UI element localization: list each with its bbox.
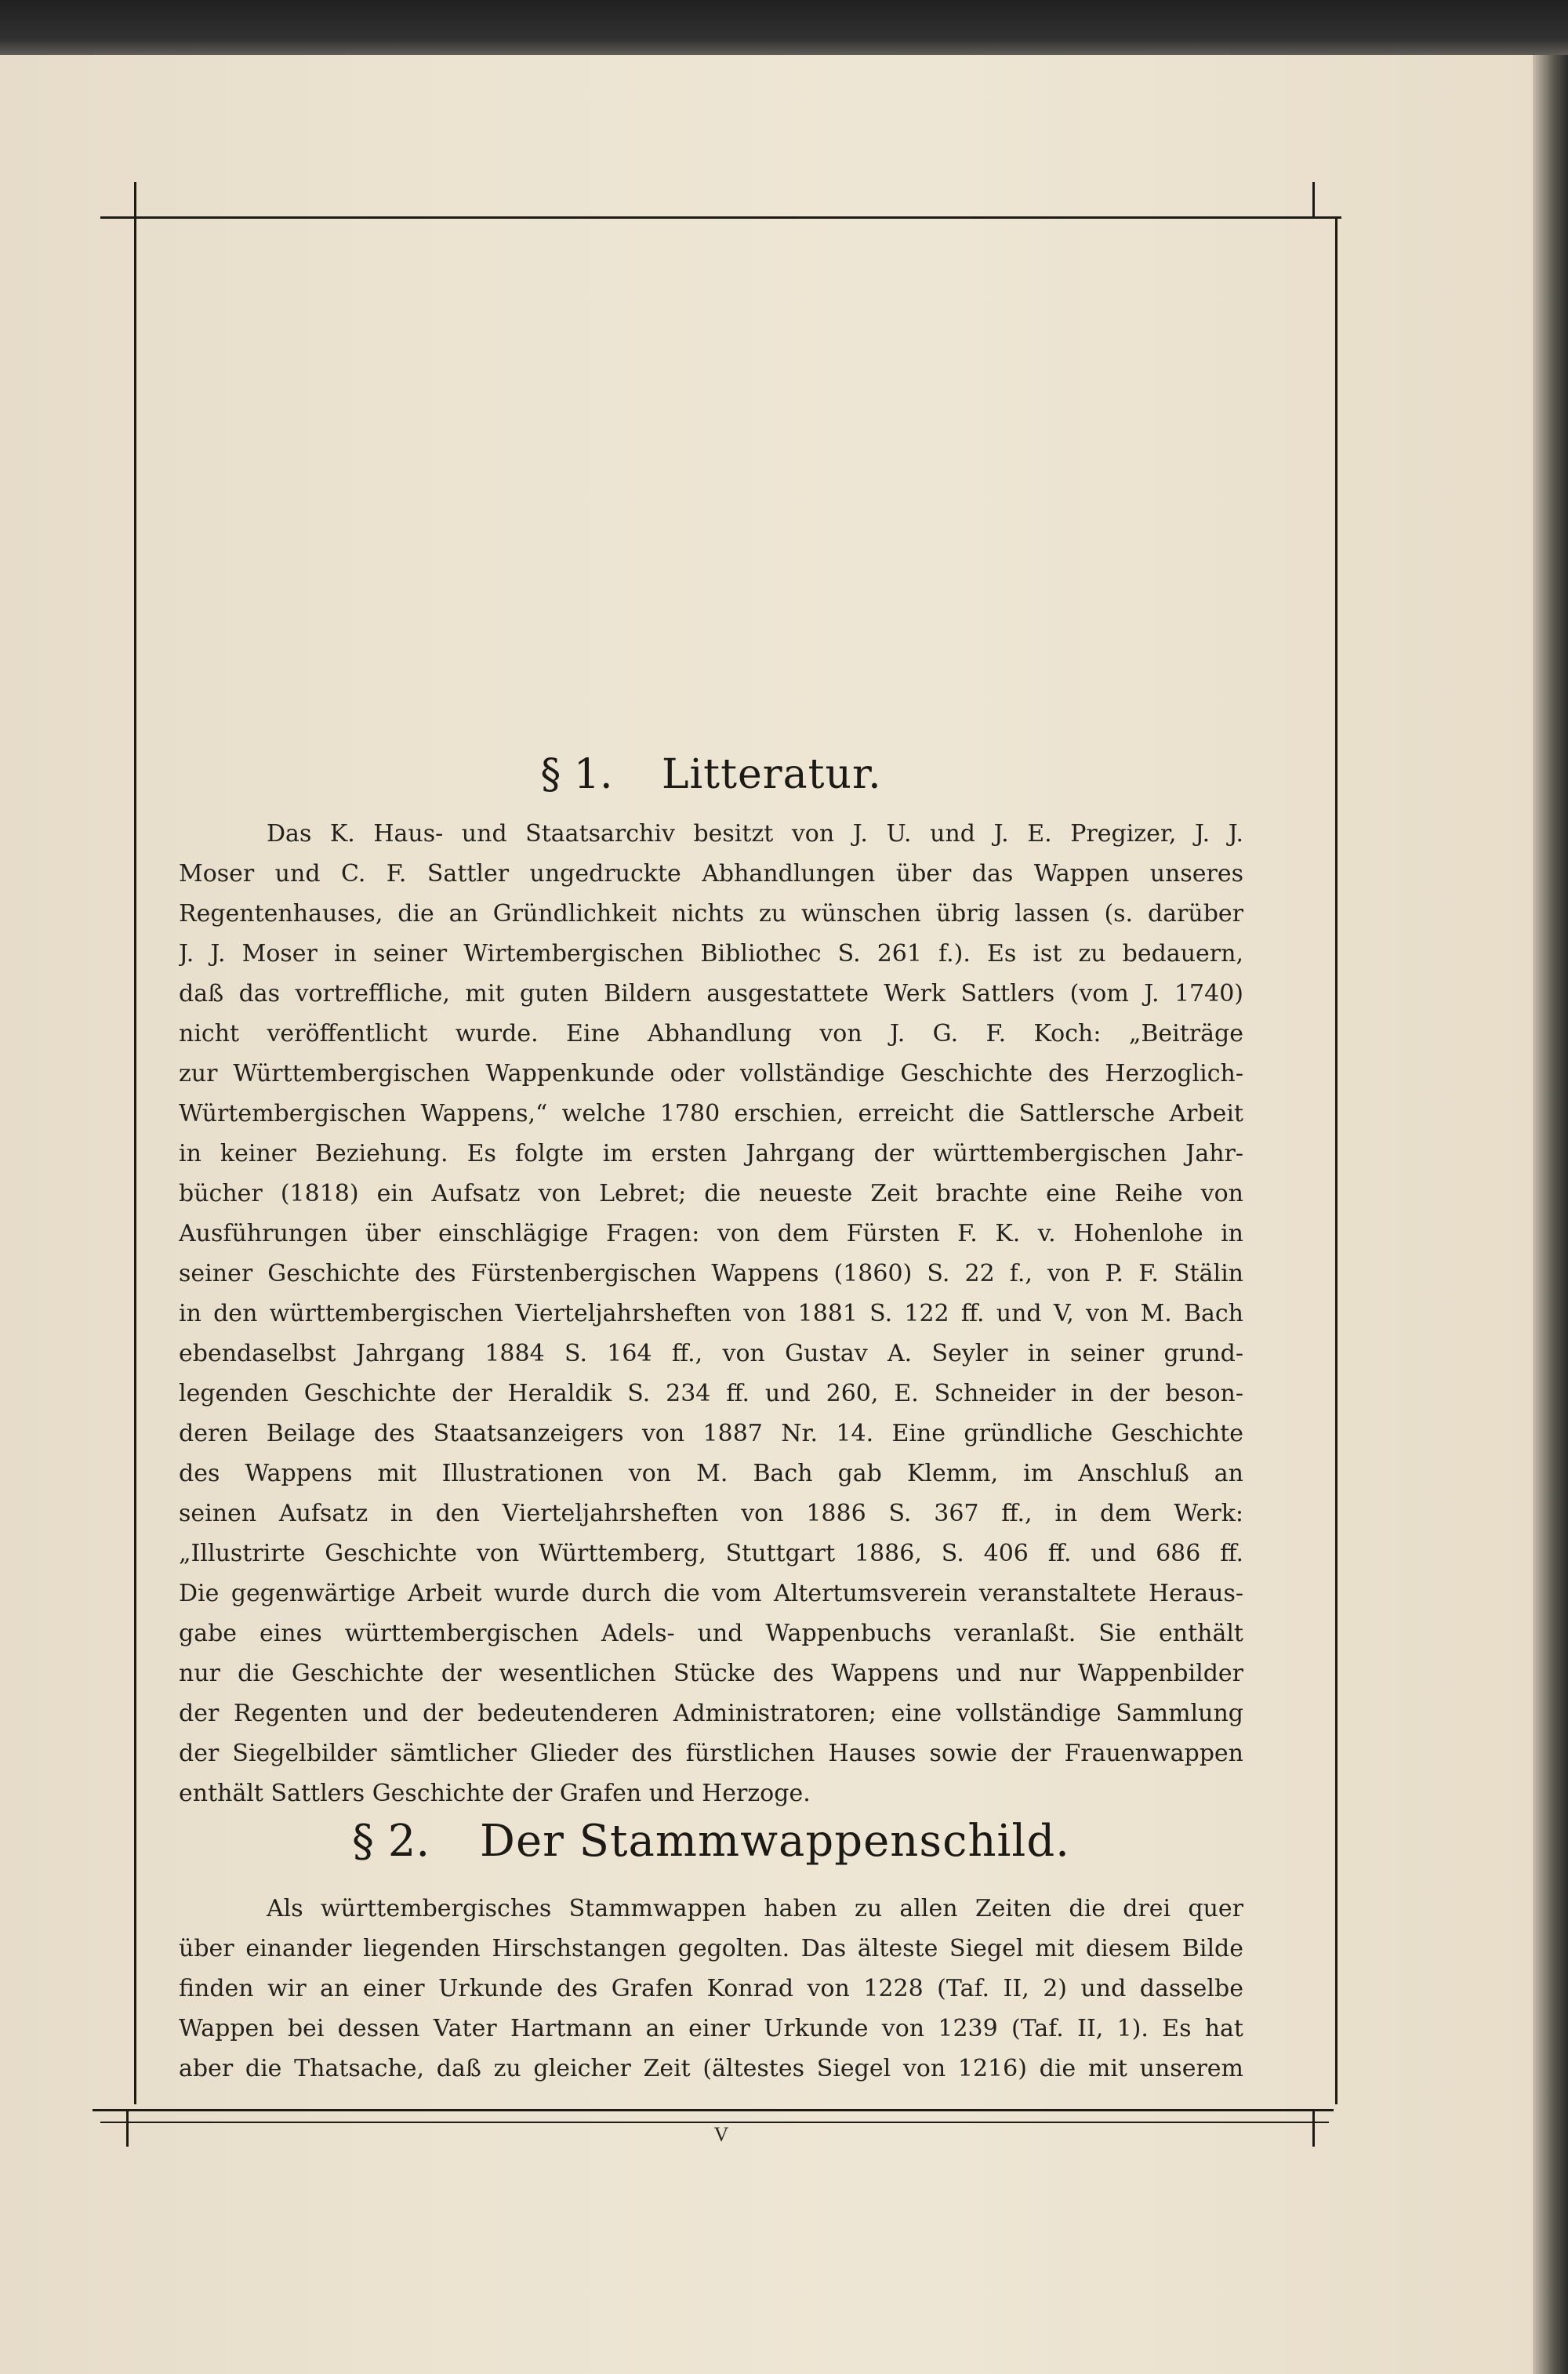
frame-tick-bottom-right — [1312, 2109, 1315, 2147]
text-line: Moser und C. F. Sattler ungedruckte Abhandlungen über das Wappen unseres — [179, 860, 1243, 888]
section-number-2: § 2. — [352, 1816, 430, 1867]
text-line: „Illustrirte Geschichte von Württemberg, Stuttgart 1886, S. 406 ff. und 686 ff. — [179, 1540, 1243, 1567]
section-body-2 — [179, 1889, 1243, 2089]
text-line: enthält Sattlers Geschichte der Grafen und Herzoge. — [179, 1780, 811, 1807]
frame-right-rule — [1335, 216, 1338, 2104]
frame-tick-top-left — [134, 182, 136, 218]
text-line: Würtembergischen Wappens,“ welche 1780 erschien, erreicht die Sattlersche Arbeit — [179, 1100, 1243, 1127]
frame-bottom-rule-1 — [93, 2109, 1334, 2111]
text-line: seinen Aufsatz in den Vierteljahrsheften von 1886 S. 367 ff., in dem Werk: — [179, 1500, 1243, 1527]
text-line: Regentenhauses, die an Gründlichkeit nichts zu wünschen übrig lassen (s. darüber — [179, 900, 1243, 927]
text-line: in keiner Beziehung. Es folgte im ersten Jahrgang der württembergischen Jahr- — [179, 1140, 1243, 1167]
text-line: daß das vortreffliche, mit guten Bildern ausgestattete Werk Sattlers (vom J. 1740) — [179, 980, 1243, 1007]
text-line: gabe eines württembergischen Adels- und Wappenbuchs veranlaßt. Sie enthält — [179, 1620, 1243, 1647]
section-title-1: Litteratur. — [662, 751, 882, 798]
text-line: der Siegelbilder sämtlicher Glieder des fürstlichen Hauses sowie der Frauenwappen — [179, 1740, 1243, 1767]
section-title-2: Der Stammwappenschild. — [480, 1816, 1070, 1867]
text-line: der Regenten und der bedeutenderen Administratoren; eine vollständige Sammlung — [179, 1700, 1243, 1727]
text-line: zur Württembergischen Wappenkunde oder vollständige Geschichte des Herzoglich- — [179, 1060, 1243, 1087]
text-line: legenden Geschichte der Heraldik S. 234 ff. und 260, E. Schneider in der beson- — [179, 1380, 1243, 1407]
text-line: seiner Geschichte des Fürstenbergischen Wappens (1860) S. 22 f., von P. F. Stälin — [179, 1260, 1243, 1287]
text-line: nicht veröffentlicht wurde. Eine Abhandlung von J. G. F. Koch: „Beiträge — [179, 1020, 1243, 1047]
section-number-1: § 1. — [540, 751, 613, 798]
text-line: ebendaselbst Jahrgang 1884 S. 164 ff., von Gustav A. Seyler in seiner grund- — [179, 1340, 1243, 1367]
text-line: Wappen bei dessen Vater Hartmann an einer Urkunde von 1239 (Taf. II, 1). Es hat — [179, 2015, 1243, 2042]
frame-tick-top-right — [1312, 182, 1315, 218]
text-line: deren Beilage des Staatsanzeigers von 1887 Nr. 14. Eine gründliche Geschichte — [179, 1420, 1243, 1447]
text-line: Die gegenwärtige Arbeit wurde durch die vom Altertumsverein veranstaltete Heraus- — [179, 1580, 1243, 1607]
text-line: Als württembergisches Stammwappen haben zu allen Zeiten die drei quer — [267, 1895, 1243, 1922]
section-body-1 — [179, 814, 1243, 1813]
frame-top-rule — [100, 216, 1341, 219]
text-line: nur die Geschichte der wesentlichen Stücke des Wappens und nur Wappenbilder — [179, 1660, 1243, 1687]
text-line: über einander liegenden Hirschstangen gegolten. Das älteste Siegel mit diesem Bilde — [179, 1935, 1243, 1962]
text-line: J. J. Moser in seiner Wirtembergischen Bibliothec S. 261 f.). Es ist zu bedauern, — [179, 940, 1243, 967]
frame-tick-bottom-left — [126, 2109, 129, 2147]
section-heading-2 — [133, 1816, 1289, 1867]
text-line: Das K. Haus- und Staatsarchiv besitzt von J. U. und J. E. Pregizer, J. J. — [267, 820, 1243, 848]
text-line: des Wappens mit Illustrationen von M. Bach gab Klemm, im Anschluß an — [179, 1460, 1243, 1487]
text-line: Ausführungen über einschlägige Fragen: von dem Fürsten F. K. v. Hohenlohe in — [179, 1220, 1243, 1247]
text-line: aber die Thatsache, daß zu gleicher Zeit (ältestes Siegel von 1216) die mit unserem — [179, 2055, 1243, 2082]
text-line: bücher (1818) ein Aufsatz von Lebret; die neueste Zeit brachte eine Reihe von — [179, 1180, 1243, 1207]
text-line: in den württembergischen Vierteljahrsheften von 1881 S. 122 ff. und V, von M. Bach — [179, 1300, 1243, 1327]
text-line: finden wir an einer Urkunde des Grafen Konrad von 1228 (Taf. II, 2) und dasselbe — [179, 1975, 1243, 2002]
page-number: V — [713, 2123, 729, 2146]
section-heading-1 — [133, 751, 1289, 798]
page-right-edge — [1533, 55, 1568, 2374]
